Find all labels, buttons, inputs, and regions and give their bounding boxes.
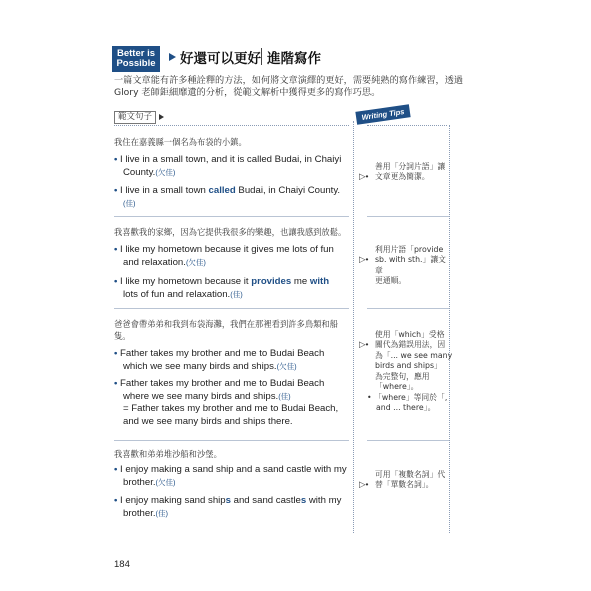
tips-top-divider	[367, 125, 447, 126]
bullet-icon: •	[114, 185, 118, 196]
triangle-right-icon	[159, 114, 164, 120]
section-divider	[114, 440, 349, 441]
highlight: provides	[251, 276, 292, 287]
example-poor: • I live in a small town, and it is called Budai, in Chaiyi County.(欠佳)	[114, 154, 342, 178]
verdict-poor: (欠佳)	[155, 477, 176, 487]
example-poor: • I enjoy making a sand ship and a sand castle with my brother.(欠佳)	[114, 464, 347, 488]
example-good: • Father takes my brother and me to Budai Beach where we see many birds and ships.(佳) = Father takes my brother and me to Budai Beach, and we see many birds and ships there.	[114, 378, 339, 427]
writing-tip: ▷• 可用「複數名詞」代 替「單數名詞」。	[359, 470, 446, 490]
bullet-icon: •	[367, 393, 372, 402]
example-tag-label: 範文句子	[114, 111, 156, 124]
verdict-good: (佳)	[123, 198, 136, 208]
tips-section-divider	[367, 308, 449, 309]
title-divider	[261, 48, 262, 65]
highlight: called	[208, 185, 236, 196]
chinese-sentence: 我住在嘉義縣一個名為布袋的小鎮。	[114, 137, 247, 147]
example-poor: • I like my hometown because it gives me lots of fun and relaxation.(欠佳)	[114, 244, 334, 268]
section-divider	[114, 308, 349, 309]
top-divider	[114, 125, 349, 126]
highlight: with	[309, 276, 330, 287]
example-good: • I live in a small town called Budai, in Chaiyi County. (佳)	[114, 185, 341, 208]
badge-line1: Better is	[116, 48, 155, 59]
page-number: 184	[114, 559, 130, 570]
tips-section-divider	[367, 440, 449, 441]
section-divider	[114, 216, 349, 217]
writing-tip: ▷• 使用「which」受格 關代為錯誤用法，因 為「... we see many birds and ships」 為完整句，應用 「where」。	[359, 330, 453, 392]
intro-line2: Glory 老師鉅細靡遺的分析，從範文解析中獲得更多的寫作巧思。	[114, 87, 381, 98]
bullet-icon: •	[114, 378, 118, 389]
bullet-icon: •	[114, 464, 118, 475]
page-title: 好還可以更好	[180, 51, 261, 67]
verdict-poor: (欠佳)	[276, 361, 297, 371]
bullet-icon: •	[114, 348, 118, 359]
writing-tip-note: • 「where」等同於「, and ... there」。	[367, 393, 448, 413]
writing-tip: ▷• 善用「分詞片語」讓 文章更為簡潔。	[359, 162, 446, 182]
verdict-good: (佳)	[278, 391, 291, 401]
intro-paragraph	[114, 75, 466, 99]
highlight: s	[300, 495, 307, 506]
highlight: s	[225, 495, 231, 506]
triangle-right-icon	[169, 53, 176, 61]
chinese-sentence: 我喜歡我的家鄉，因為它提供我很多的樂趣，也讓我感到放鬆。	[114, 227, 347, 237]
tip-arrow-icon: ▷•	[359, 479, 369, 489]
verdict-good: (佳)	[155, 508, 169, 518]
better-is-possible-badge	[112, 46, 160, 72]
badge-line2: Possible	[116, 58, 156, 69]
tip-arrow-icon: ▷•	[359, 254, 369, 264]
example-sentences-tag	[114, 111, 164, 124]
chinese-sentence: 我喜歡和弟弟堆沙船和沙堡。	[114, 449, 222, 459]
example-good: • I enjoy making sand ships and sand castles with my brother.(佳)	[114, 495, 342, 519]
bullet-icon: •	[114, 495, 118, 506]
chinese-sentence: 爸爸會帶弟弟和我到布袋海灘，我們在那裡看到許多鳥類和船 隻。	[114, 319, 339, 341]
bullet-icon: •	[114, 154, 118, 165]
example-poor: • Father takes my brother and me to Budai Beach which we see many birds and ships.(欠佳)	[114, 348, 325, 372]
writing-tip: ▷• 利用片語「provide sb. with sth.」讓文章 更通順。	[359, 245, 446, 286]
bullet-icon: •	[114, 276, 118, 287]
example-good: • I like my hometown because it provides me with lots of fun and relaxation.(佳)	[114, 276, 330, 300]
column-divider	[353, 121, 354, 533]
page-subtitle: 進階寫作	[267, 51, 321, 67]
tips-section-divider	[367, 216, 449, 217]
tip-arrow-icon: ▷•	[359, 339, 369, 349]
bullet-icon: •	[114, 244, 118, 255]
verdict-poor: (欠佳)	[185, 257, 206, 267]
verdict-poor: (欠佳)	[155, 167, 176, 177]
intro-line1: 一篇文章能有許多種詮釋的方法，如何將文章演繹的更好，需要純熟的寫作練習，透過	[114, 75, 464, 86]
verdict-good: (佳)	[230, 289, 243, 299]
writing-tips-badge: Writing Tips	[355, 104, 410, 124]
tip-arrow-icon: ▷•	[359, 171, 369, 181]
